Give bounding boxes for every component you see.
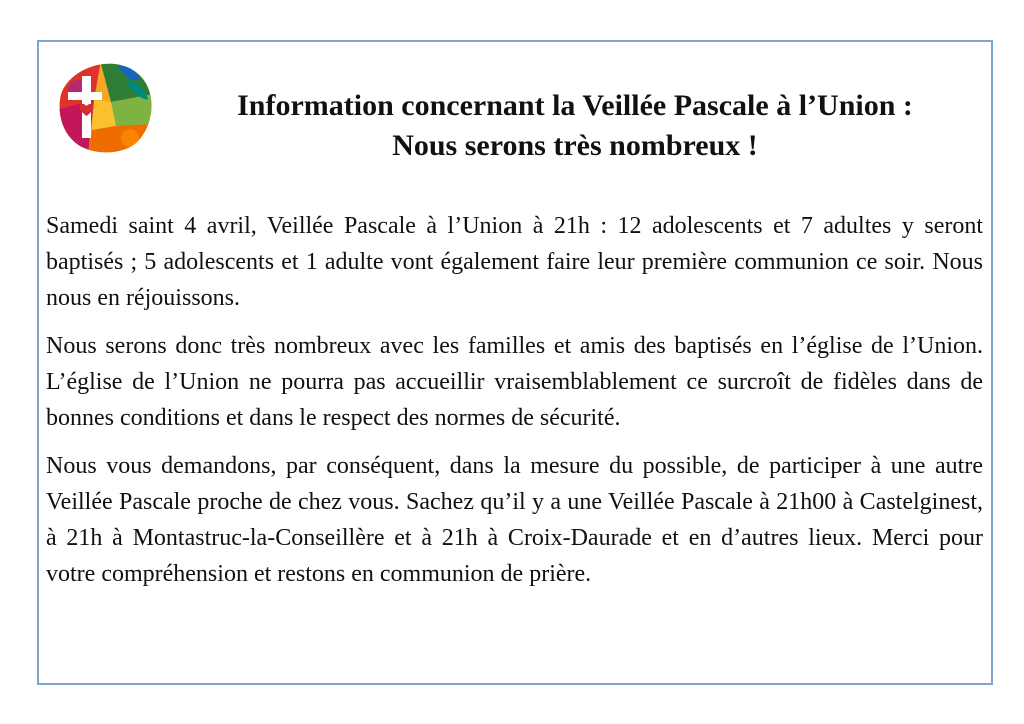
- page-title: [160, 86, 990, 166]
- body-text: [46, 208, 983, 604]
- paragraph-1: Samedi saint 4 avril, Veillée Pascale à l’Union à 21h : 12 adolescents et 7 adultes y seront baptisés ; 5 adolescents et 1 adulte vont également faire leur première communion ce soir. Nous nous en réjouissons.: [46, 213, 983, 311]
- title-line-2: Nous serons très nombreux !: [392, 129, 758, 162]
- cross-emblem-icon: [56, 60, 154, 156]
- title-line-1: Information concernant la Veillée Pascale à l’Union :: [237, 89, 913, 122]
- paragraph-2: Nous serons donc très nombreux avec les familles et amis des baptisés en l’église de l’Union. L’église de l’Union ne pourra pas accueillir vraisemblablement ce surcroît de fidèles dans de bonnes conditions et dans le respect des normes de sécurité.: [46, 333, 983, 431]
- paragraph-3: Nous vous demandons, par conséquent, dans la mesure du possible, de participer à une autre Veillée Pascale proche de chez vous. Sachez qu’il y a une Veillée Pascale à 21h00 à Castelginest, à 21h à Montastruc-la-Conseillère et à 21h à Croix-Daurade et en d’autres lieux. Merci pour votre compréhension et restons en communion de prière.: [46, 453, 983, 587]
